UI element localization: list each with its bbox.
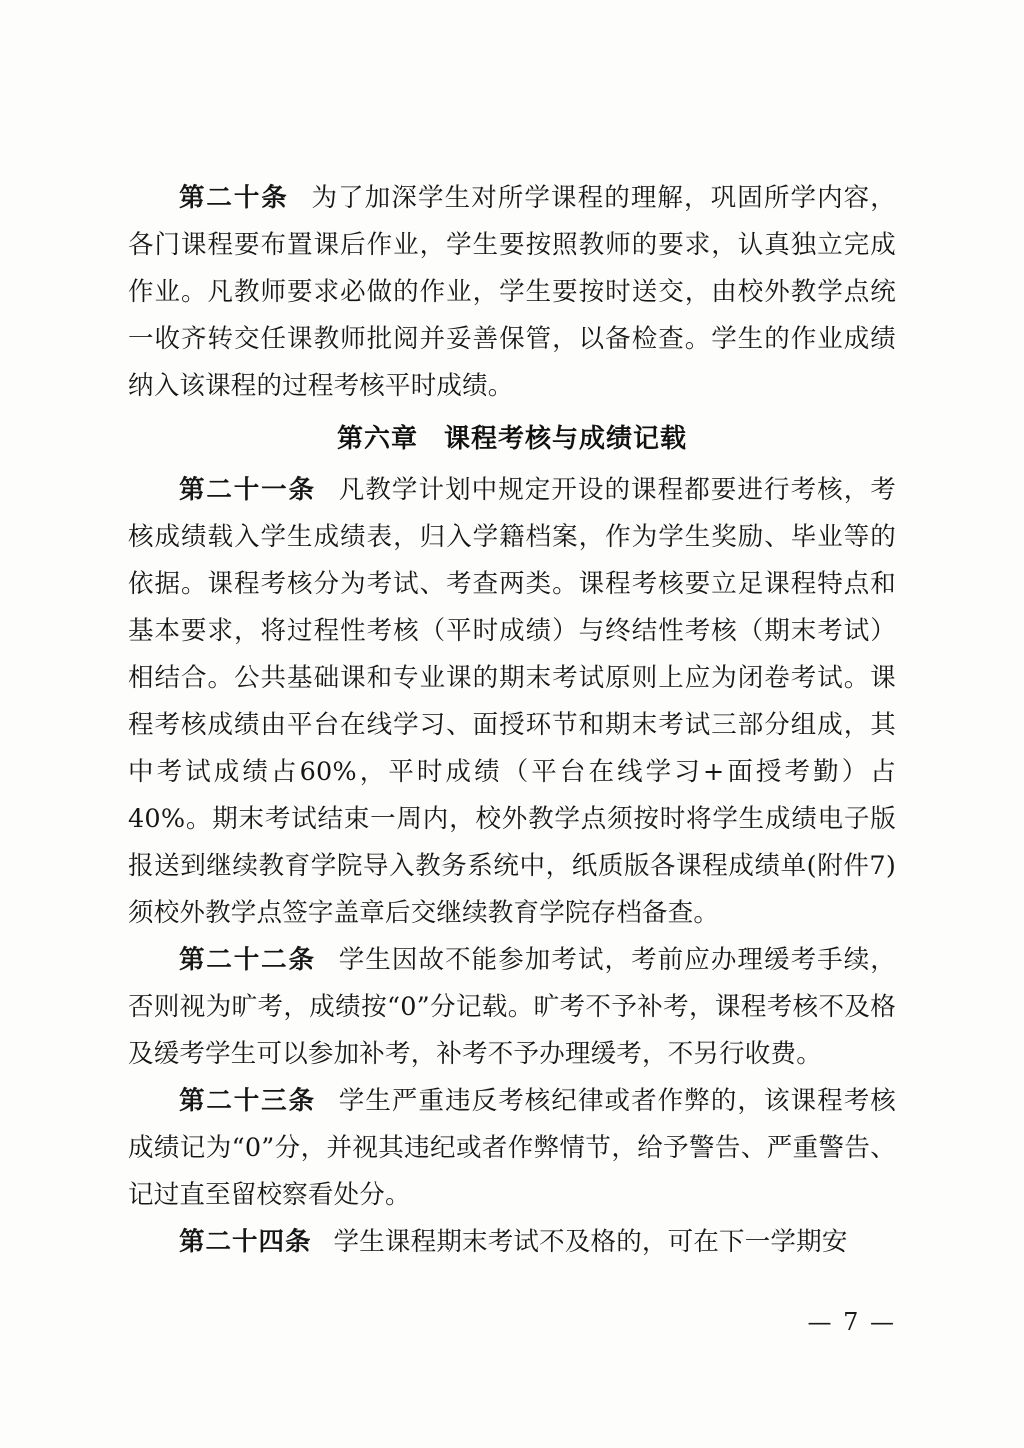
paragraph-article-24 bbox=[128, 1219, 896, 1266]
article-text-23: 学生严重违反考核纪律或者作弊的，该课程考核成绩记为“0”分，并视其违纪或者作弊情节，给予警告、严重警告、记过直至留校察看处分。 bbox=[128, 1086, 896, 1210]
paragraph-article-23 bbox=[128, 1078, 896, 1219]
article-text-21: 凡教学计划中规定开设的课程都要进行考核，考核成绩载入学生成绩表，归入学籍档案，作为学生奖励、毕业等的依据。课程考核分为考试、考查两类。课程考核要立足课程特点和基本要求，将过程性考核（平时成绩）与终结性考核（期末考试）相结合。公共基础课和专业课的期末考试原则上应为闭卷考试。课程考核成绩由平台在线学习、面授环节和期末考试三部分组成，其中考试成绩占60%，平时成绩（平台在线学习+面授考勤）占40%。期末考试结束一周内，校外教学点须按时将学生成绩电子版报送到继续教育学院导入教务系统中，纸质版各课程成绩单(附件7)须校外教学点签字盖章后交继续教育学院存档备查。 bbox=[128, 475, 896, 928]
chapter-heading-6 bbox=[128, 416, 896, 463]
paragraph-article-21 bbox=[128, 467, 896, 937]
article-text-20: 为了加深学生对所学课程的理解，巩固所学内容，各门课程要布置课后作业，学生要按照教师的要求，认真独立完成作业。凡教师要求必做的作业，学生要按时送交，由校外教学点统一收齐转交任课教师批阅并妥善保管，以备检查。学生的作业成绩纳入该课程的过程考核平时成绩。 bbox=[128, 183, 896, 401]
page-number: — 7 — bbox=[807, 1308, 896, 1336]
chapter-title: 课程考核与成绩记载 bbox=[444, 424, 688, 454]
article-number-20: 第二十条 bbox=[179, 183, 289, 213]
paragraph-article-22 bbox=[128, 937, 896, 1078]
paragraph-article-20 bbox=[128, 175, 896, 410]
article-text-22: 学生因故不能参加考试，考前应办理缓考手续，否则视为旷考，成绩按“0”分记载。旷考不予补考，课程考核不及格及缓考学生可以参加补考，补考不予办理缓考，不另行收费。 bbox=[128, 945, 896, 1069]
document-body bbox=[128, 175, 896, 1266]
article-text-24: 学生课程期末考试不及格的，可在下一学期安 bbox=[333, 1227, 848, 1257]
article-number-22: 第二十二条 bbox=[179, 945, 316, 975]
article-number-24: 第二十四条 bbox=[179, 1227, 312, 1257]
article-number-21: 第二十一条 bbox=[179, 475, 316, 505]
chapter-number: 第六章 bbox=[336, 424, 418, 454]
article-number-23: 第二十三条 bbox=[179, 1086, 316, 1116]
